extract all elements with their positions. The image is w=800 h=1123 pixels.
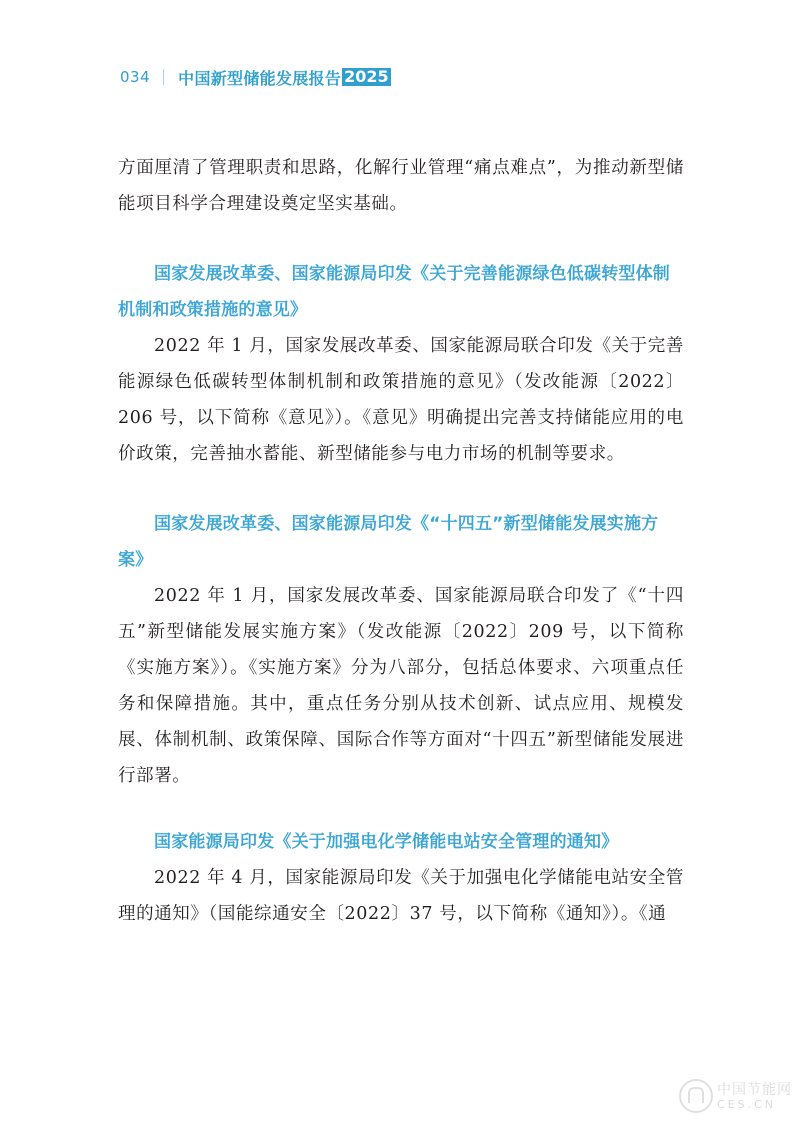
report-year-badge: 2025 xyxy=(344,67,389,86)
page-header xyxy=(120,66,391,88)
section-heading-2: 国家发展改革委、国家能源局印发《“十四五”新型储能发展实施方案》 xyxy=(118,514,659,570)
section-body-1: 2022 年 1 月，国家发展改革委、国家能源局联合印发《关于完善能源绿色低碳转型体制机制和政策措施的意见》（发改能源〔2022〕206 号，以下简称《意见》）。《意见》明确提出完善支持储能应用的电价政策，完善抽水蓄能、新型储能参与电力市场的机制等要求。 xyxy=(118,336,684,464)
page-content xyxy=(118,150,684,932)
intro-paragraph: 方面厘清了管理职责和思路，化解行业管理“痛点难点”，为推动新型储能项目科学合理建设奠定坚实基础。 xyxy=(118,158,684,214)
watermark-domain: CES.CN xyxy=(717,1097,777,1111)
spacer xyxy=(118,222,684,256)
section-heading-3: 国家能源局印发《关于加强电化学储能电站安全管理的通知》 xyxy=(154,832,619,852)
watermark-logo-icon xyxy=(679,1079,713,1113)
site-watermark xyxy=(679,1079,792,1113)
watermark-name: 中国节能网 xyxy=(717,1081,792,1098)
section-body-2: 2022 年 1 月，国家发展改革委、国家能源局联合印发了《“十四五”新型储能发展实施方案》（发改能源〔2022〕209 号，以下简称《实施方案》）。《实施方案》分为八部分，包括总体要求、六项重点任务和保障措施。其中，重点任务分别从技术创新、试点应用、规模发展、体制机制、政策保障、国际合作等方面对“十四五”新型储能发展进行部署。 xyxy=(118,586,684,786)
spacer xyxy=(118,472,684,506)
report-title: 中国新型储能发展报告 xyxy=(178,68,342,88)
section-body-3: 2022 年 4 月，国家能源局印发《关于加强电化学储能电站安全管理的通知》（国能综通安全〔2022〕37 号，以下简称《通知》）。《通 xyxy=(118,868,684,924)
header-divider xyxy=(163,69,164,85)
spacer xyxy=(118,794,684,824)
watermark-text xyxy=(717,1082,792,1111)
section-heading-1: 国家发展改革委、国家能源局印发《关于完善能源绿色低碳转型体制机制和政策措施的意见》 xyxy=(118,264,670,320)
page-number: 034 xyxy=(120,68,151,86)
